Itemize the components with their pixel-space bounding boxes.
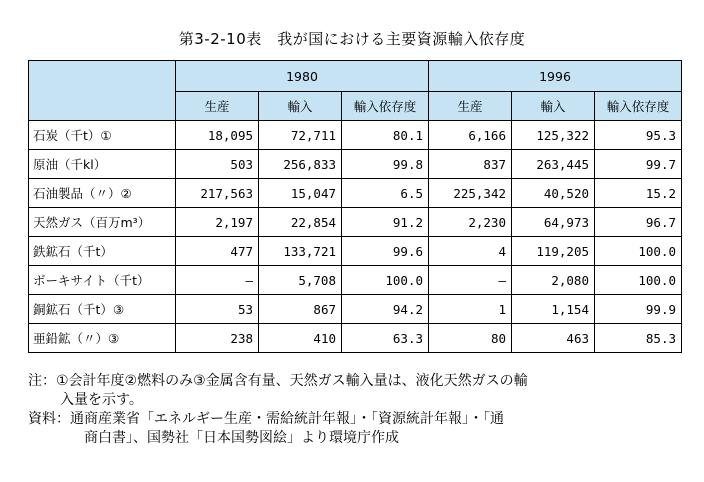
col-header-production: 生産: [176, 92, 259, 121]
table-cell: 463: [512, 324, 595, 353]
table-cell: —: [176, 266, 259, 295]
table-row: [29, 295, 682, 324]
table-cell: 217,563: [176, 179, 259, 208]
table-cell: 100.0: [342, 266, 429, 295]
table-cell: —: [429, 266, 512, 295]
table-cell: 85.3: [595, 324, 682, 353]
row-label: 石炭（千t）①: [29, 121, 176, 150]
table-cell: 2,197: [176, 208, 259, 237]
col-header-dependency: 輸入依存度: [342, 92, 429, 121]
row-label: 原油（千kl）: [29, 150, 176, 179]
table-cell: 100.0: [595, 237, 682, 266]
table-cell: 225,342: [429, 179, 512, 208]
table-cell: 119,205: [512, 237, 595, 266]
row-label: 鉄鉱石（千t）: [29, 237, 176, 266]
table-cell: 1: [429, 295, 512, 324]
table-cell: 410: [259, 324, 342, 353]
table-cell: 15.2: [595, 179, 682, 208]
table-cell: 100.0: [595, 266, 682, 295]
table-cell: 5,708: [259, 266, 342, 295]
year-header-1980: 1980: [176, 61, 429, 92]
resource-import-table: [28, 60, 682, 353]
table-cell: 133,721: [259, 237, 342, 266]
table-row: [29, 324, 682, 353]
table-cell: 18,095: [176, 121, 259, 150]
table-cell: 80.1: [342, 121, 429, 150]
table-cell: 95.3: [595, 121, 682, 150]
table-cell: 867: [259, 295, 342, 324]
table-cell: 99.9: [595, 295, 682, 324]
table-cell: 4: [429, 237, 512, 266]
col-header-production: 生産: [429, 92, 512, 121]
page-title: 第3-2-10表 我が国における主要資源輸入依存度: [178, 30, 526, 48]
note-line: 入量を示す。: [60, 392, 143, 408]
source-line: 資料：通商産業省「エネルギー生産・需給統計年報」・「資源統計年報」・「通: [28, 411, 504, 427]
table-cell: 256,833: [259, 150, 342, 179]
col-header-dependency: 輸入依存度: [595, 92, 682, 121]
row-label: 天然ガス（百万m³）: [29, 208, 176, 237]
table-cell: 2,080: [512, 266, 595, 295]
table-cell: 238: [176, 324, 259, 353]
row-label: 石油製品（〃）②: [29, 179, 176, 208]
table-cell: 94.2: [342, 295, 429, 324]
note-line: 注：①会計年度②燃料のみ③金属含有量、天然ガス輸入量は、液化天然ガスの輸: [28, 373, 528, 389]
table-cell: 1,154: [512, 295, 595, 324]
table-row: [29, 179, 682, 208]
row-label: 亜鉛鉱（〃）③: [29, 324, 176, 353]
corner-header-cell: [29, 61, 176, 121]
table-row: [29, 237, 682, 266]
row-label: 銅鉱石（千t）③: [29, 295, 176, 324]
table-cell: 6,166: [429, 121, 512, 150]
col-header-import: 輸入: [259, 92, 342, 121]
table-cell: 96.7: [595, 208, 682, 237]
table-row: [29, 208, 682, 237]
table-cell: 80: [429, 324, 512, 353]
table-cell: 125,322: [512, 121, 595, 150]
table-cell: 72,711: [259, 121, 342, 150]
table-cell: 99.8: [342, 150, 429, 179]
table-cell: 503: [176, 150, 259, 179]
table-cell: 91.2: [342, 208, 429, 237]
table-cell: 22,854: [259, 208, 342, 237]
table-cell: 63.3: [342, 324, 429, 353]
table-cell: 40,520: [512, 179, 595, 208]
table-row: [29, 121, 682, 150]
table-cell: 837: [429, 150, 512, 179]
year-header-1996: 1996: [429, 61, 682, 92]
table-row: [29, 150, 682, 179]
table-cell: 15,047: [259, 179, 342, 208]
source-line: 商白書」、国勢社「日本国勢図絵」より環境庁作成: [84, 430, 399, 446]
table-cell: 2,230: [429, 208, 512, 237]
table-cell: 477: [176, 237, 259, 266]
table-cell: 64,973: [512, 208, 595, 237]
table-cell: 53: [176, 295, 259, 324]
col-header-import: 輸入: [512, 92, 595, 121]
table-cell: 99.6: [342, 237, 429, 266]
row-label: ボーキサイト（千t）: [29, 266, 176, 295]
table-cell: 263,445: [512, 150, 595, 179]
footnotes: [28, 372, 688, 448]
table-row: [29, 266, 682, 295]
table-cell: 6.5: [342, 179, 429, 208]
table-cell: 99.7: [595, 150, 682, 179]
